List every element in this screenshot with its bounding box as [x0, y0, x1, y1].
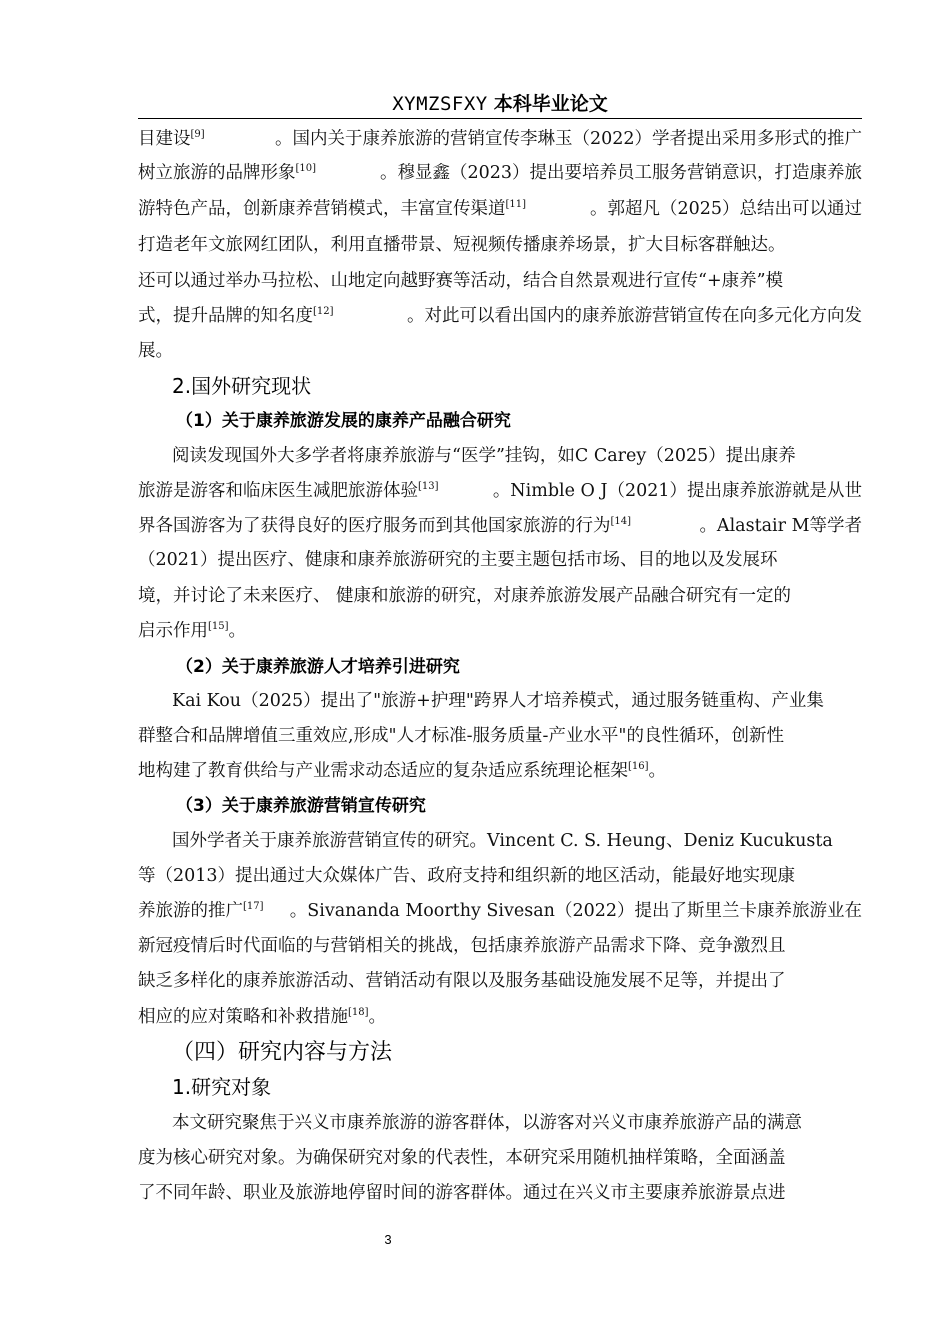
paragraph-line: 本文研究聚焦于兴义市康养旅游的游客群体，以游客对兴义市康养旅游产品的满意 — [172, 1113, 802, 1133]
paragraph-line: 新冠疫情后时代面临的与营销相关的挑战，包括康养旅游产品需求下降、竞争激烈且 — [138, 936, 786, 956]
paragraph-line: 境，并讨论了未来医疗、 健康和旅游的研究，对康养旅游发展产品融合研究有一定的 — [138, 586, 792, 606]
citation: [11] — [505, 199, 527, 210]
paragraph-line: 国外学者关于康养旅游营销宣传的研究。Vincent C. S. Heung、Deniz Kucukusta — [172, 831, 833, 851]
paragraph-line: 游特色产品，创新康养营销模式，丰富宣传渠道[11] 。郭超凡（2025）总结出可以通过 — [138, 194, 862, 224]
paragraph-line: 打造老年文旅网红团队，利用直播带景、短视频传播康养场景，扩大目标客群触达。 — [138, 235, 786, 255]
citation: [18] — [348, 1007, 369, 1018]
citation: [15] — [208, 621, 229, 632]
paragraph-line: 等（2013）提出通过大众媒体广告、政府支持和组织新的地区活动，能最好地实现康 — [138, 866, 796, 886]
page-header — [138, 92, 862, 119]
paragraph-line: 启示作用[15]。 — [138, 621, 247, 641]
paragraph-line: 展。 — [138, 341, 173, 361]
citation: [16] — [628, 761, 649, 772]
text-run: 树立旅游的品牌形象[10] — [138, 163, 317, 183]
header-title: 本科毕业论文 — [493, 93, 608, 115]
citation: [10] — [295, 163, 317, 174]
paragraph-line: 了不同年龄、职业及旅游地停留时间的游客群体。通过在兴义市主要康养旅游景点进 — [138, 1183, 786, 1203]
paragraph-line: 相应的应对策略和补救措施[18]。 — [138, 1007, 387, 1027]
subsection-heading: （1）关于康养旅游发展的康养产品融合研究 — [176, 411, 511, 431]
paragraph-line: 树立旅游的品牌形象[10] 。穆显鑫（2023）提出要培养员工服务营销意识，打造康养旅 — [138, 158, 862, 188]
paragraph-line: 缺乏多样化的康养旅游活动、营销活动有限以及服务基础设施发展不足等，并提出了 — [138, 971, 786, 991]
text-run: 目建设[9] — [138, 129, 205, 149]
paragraph-line: 地构建了教育供给与产业需求动态适应的复杂适应系统理论框架[16]。 — [138, 761, 667, 781]
citation: [13] — [418, 481, 439, 492]
section-heading: 1.研究对象 — [172, 1075, 272, 1099]
page-number: 3 — [384, 1232, 392, 1247]
citation: [17] — [243, 901, 264, 912]
chapter-heading: （四）研究内容与方法 — [172, 1040, 393, 1065]
paragraph-line: 旅游是游客和临床医生减肥旅游体验[13] 。Nimble O J（2021）提出康养旅游就是从世 — [138, 476, 862, 506]
paragraph-line: （2021）提出医疗、健康和康养旅游研究的主要主题包括市场、目的地以及发展环 — [138, 550, 778, 570]
subsection-heading: （3）关于康养旅游营销宣传研究 — [176, 796, 426, 816]
paragraph-line: 式，提升品牌的知名度[12] 。对此可以看出国内的康养旅游营销宣传在向多元化方向发 — [138, 301, 862, 331]
paragraph-line: 还可以通过举办马拉松、山地定向越野赛等活动，结合自然景观进行宣传“+康养”模 — [138, 271, 784, 291]
section-heading: 2.国外研究现状 — [172, 374, 312, 398]
paragraph-line: 阅读发现国外大多学者将康养旅游与“医学”挂钩，如C Carey（2025）提出康养 — [172, 446, 796, 466]
text-run: 游特色产品，创新康养营销模式，丰富宣传渠道[11] — [138, 199, 527, 219]
citation: [9] — [190, 129, 205, 140]
header-code: XYMZSFXY — [392, 93, 488, 115]
text-run: 养旅游的推广[17] — [138, 901, 264, 921]
text-run: 式，提升品牌的知名度[12] — [138, 306, 334, 326]
text-run: 旅游是游客和临床医生减肥旅游体验[13] — [138, 481, 439, 501]
paragraph-line: Kai Kou（2025）提出了"旅游+护理"跨界人才培养模式，通过服务链重构、产业集 — [172, 691, 824, 711]
paragraph-line: 界各国游客为了获得良好的医疗服务而到其他国家旅游的行为[14] 。Alastair M等学者 — [138, 511, 862, 541]
citation: [12] — [313, 306, 334, 317]
subsection-heading: （2）关于康养旅游人才培养引进研究 — [176, 657, 460, 677]
paragraph-line: 群整合和品牌增值三重效应,形成"人才标准-服务质量-产业水平"的良性循环，创新性 — [138, 726, 784, 746]
paragraph-line: 养旅游的推广[17] 。Sivananda Moorthy Sivesan（2022）提出了斯里兰卡康养旅游业在 — [138, 896, 862, 926]
citation: [14] — [610, 516, 632, 527]
paragraph-line: 目建设[9] 。国内关于康养旅游的营销宣传李琳玉（2022）学者提出采用多形式的推广 — [138, 124, 862, 154]
paragraph-line: 度为核心研究对象。为确保研究对象的代表性，本研究采用随机抽样策略，全面涵盖 — [138, 1148, 786, 1168]
text-run: 界各国游客为了获得良好的医疗服务而到其他国家旅游的行为[14] — [138, 516, 632, 536]
